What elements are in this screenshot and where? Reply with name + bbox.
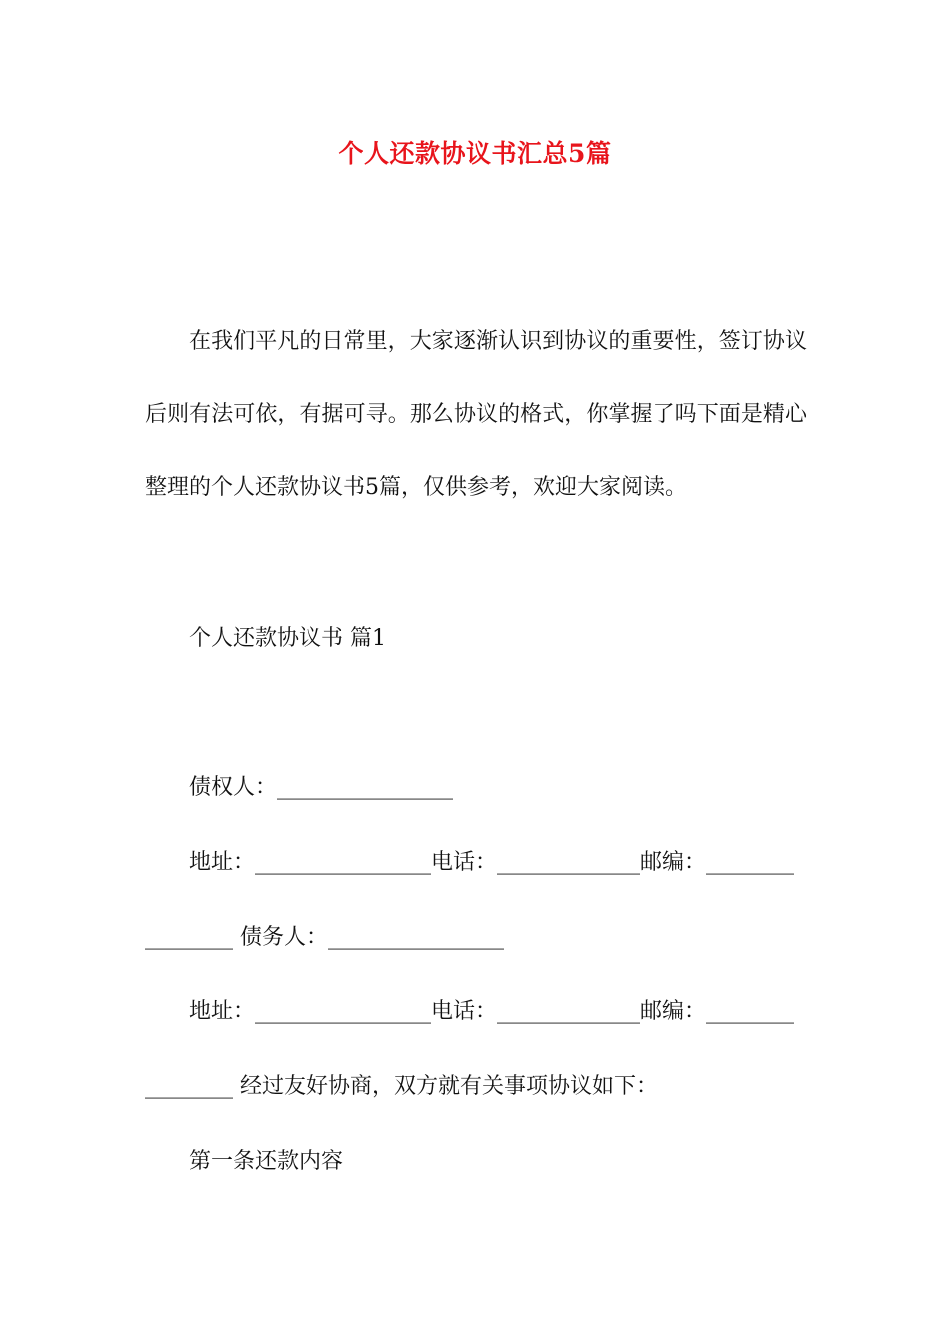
creditor-address-line: 地址：________________电话：_____________邮编：________ bbox=[189, 850, 795, 875]
document-title: 个人还款协议书汇总5篇 bbox=[338, 139, 612, 168]
intro-paragraph: 在我们平凡的日常里，大家逐渐认识到协议的重要性，签订协议后则有法可依，有据可寻。那么协议的格式，你掌握了吗下面是精心整理的个人还款协议书5篇，仅供参考，欢迎大家阅读。 bbox=[145, 329, 807, 500]
debtor-address-line: 地址：________________电话：_____________邮编：________ bbox=[189, 999, 795, 1024]
negotiation-line: ________ 经过友好协商，双方就有关事项协议如下： bbox=[145, 1074, 658, 1099]
creditor-line: 债权人：________________ bbox=[189, 775, 454, 800]
debtor-line: ________ 债务人：________________ bbox=[145, 925, 504, 950]
article-heading: 第一条还款内容 bbox=[189, 1149, 344, 1174]
section-heading: 个人还款协议书 篇1 bbox=[189, 626, 386, 651]
